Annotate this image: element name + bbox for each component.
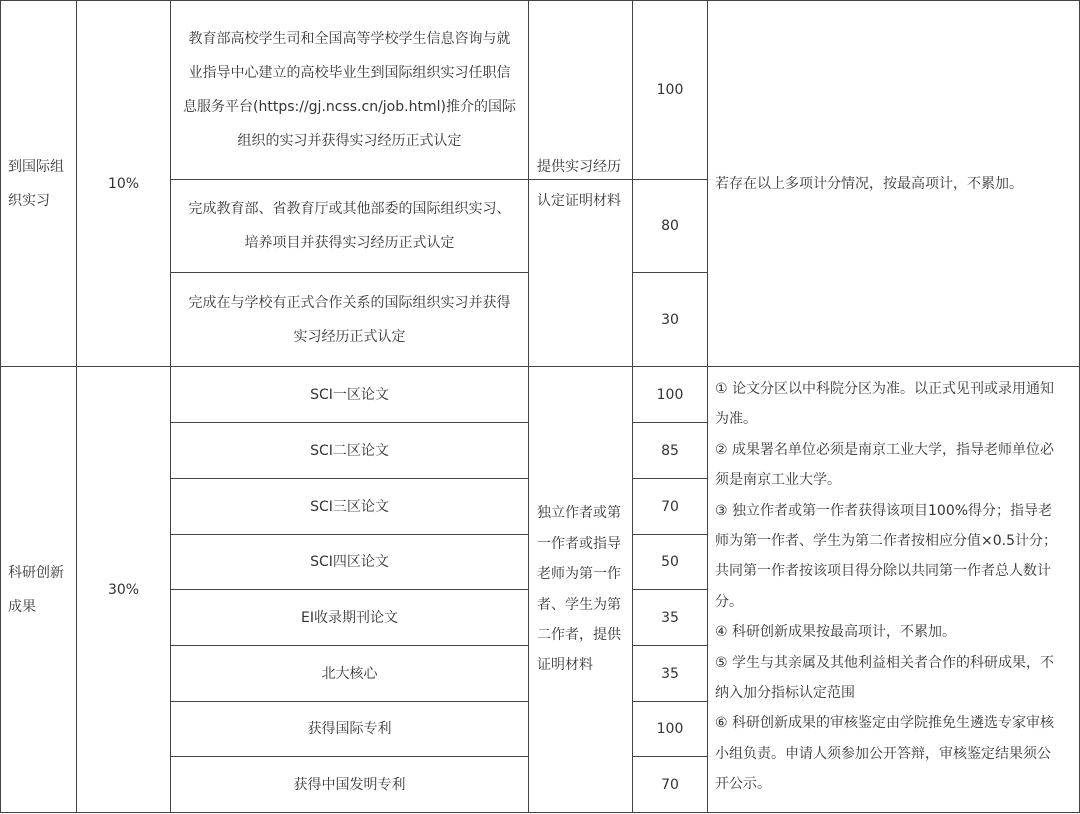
note-line: ② 成果署名单位必须是南京工业大学，指导老师单位必 bbox=[715, 441, 1054, 458]
note-list bbox=[715, 374, 1075, 800]
item-name: EI收录期刊论文 bbox=[301, 609, 398, 626]
weight-cell bbox=[77, 1, 170, 366]
note-line: 师为第一作者、学生为第二作者按相应分值×0.5计分； bbox=[715, 533, 1057, 550]
note-line: 分。 bbox=[715, 593, 743, 610]
item-name: 完成在与学校有正式合作关系的国际组织实习并获得 实习经历正式认定 bbox=[188, 294, 511, 345]
item-cell bbox=[171, 646, 528, 701]
note-line: 小组负责。申请人须参加公开答辩，审核鉴定结果须公 bbox=[715, 745, 1051, 762]
item-cell bbox=[171, 479, 528, 534]
requirement-text: 独立作者或第 一作者或指导 老师为第一作 者、学生为第 二作者，提供 证明材料 bbox=[537, 505, 621, 674]
note-line: 纳入加分指标认定范围 bbox=[715, 685, 855, 702]
note-text: 若存在以上多项计分情况，按最高项计，不累加。 bbox=[715, 175, 1023, 192]
requirement-cell bbox=[537, 367, 632, 812]
item-name: SCI三区论文 bbox=[310, 498, 389, 515]
note-line: 为准。 bbox=[715, 411, 757, 428]
requirement-text: 提供实习经历 认定证明材料 bbox=[537, 158, 621, 209]
item-name: 教育部高校学生司和全国高等学校学生信息咨询与就 业指导中心建立的高校毕业生到国际组织实习任职信 息服务平台(https://gj.ncss.cn/job.html)推介的国际 组织的实习并获得实习经历正式认定 bbox=[183, 31, 516, 149]
column-divider bbox=[707, 0, 708, 813]
score-cell bbox=[633, 180, 707, 272]
note-cell bbox=[715, 1, 1077, 366]
item-name: 获得国际专利 bbox=[307, 721, 392, 737]
score-cell bbox=[633, 702, 707, 756]
item-cell bbox=[171, 367, 528, 422]
item-cell bbox=[171, 180, 528, 272]
score-value: 100 bbox=[656, 82, 684, 98]
note-line: ③ 独立作者或第一作者获得该项目100%得分；指导老 bbox=[715, 502, 1053, 519]
score-value: 80 bbox=[661, 218, 679, 234]
note-line: ⑥ 科研创新成果的审核鉴定由学院推免生遴选专家审核 bbox=[715, 715, 1054, 732]
note-line: 共同第一作者按该项目得分除以共同第一作者总人数计 bbox=[715, 563, 1051, 580]
item-name: SCI一区论文 bbox=[310, 386, 389, 403]
note-line: ① 论文分区以中科院分区为准。以正式见刊或录用通知 bbox=[715, 381, 1054, 397]
table-bottom-border bbox=[0, 812, 1080, 813]
category-label: 科研创新 成果 bbox=[8, 564, 64, 615]
category-cell bbox=[8, 1, 76, 366]
item-name: 完成教育部、省教育厅或其他部委的国际组织实习、 培养项目并获得实习经历正式认定 bbox=[188, 201, 511, 251]
weight-value: 30% bbox=[107, 581, 140, 598]
score-value: 100 bbox=[656, 721, 684, 737]
item-name: 北大核心 bbox=[321, 665, 378, 682]
score-value: 85 bbox=[661, 442, 679, 459]
score-value: 70 bbox=[661, 498, 679, 515]
score-cell bbox=[633, 1, 707, 179]
weight-cell bbox=[77, 367, 170, 812]
note-line: ⑤ 学生与其亲属及其他利益相关者合作的科研成果，不 bbox=[715, 654, 1054, 671]
note-line: 须是南京工业大学。 bbox=[715, 472, 841, 489]
score-cell bbox=[633, 273, 707, 366]
score-cell bbox=[633, 367, 707, 422]
item-name: 获得中国发明专利 bbox=[293, 776, 406, 793]
score-cell bbox=[633, 479, 707, 534]
score-value: 70 bbox=[661, 776, 679, 793]
score-cell bbox=[633, 423, 707, 478]
score-cell bbox=[633, 757, 707, 812]
item-cell bbox=[171, 1, 528, 179]
score-value: 30 bbox=[661, 311, 679, 328]
category-label: 到国际组 织实习 bbox=[8, 158, 64, 209]
item-cell bbox=[171, 273, 528, 366]
note-line: 开公示。 bbox=[715, 776, 771, 793]
note-line: ④ 科研创新成果按最高项计，不累加。 bbox=[715, 624, 956, 641]
score-value: 35 bbox=[661, 665, 679, 682]
item-cell bbox=[171, 757, 528, 812]
score-cell bbox=[633, 535, 707, 589]
item-cell bbox=[171, 702, 528, 756]
column-divider bbox=[528, 0, 529, 813]
item-cell bbox=[171, 535, 528, 589]
table-left-border bbox=[0, 0, 1, 813]
score-value: 100 bbox=[656, 386, 684, 403]
item-cell bbox=[171, 423, 528, 478]
item-cell bbox=[171, 590, 528, 645]
score-value: 50 bbox=[661, 554, 679, 570]
category-cell bbox=[8, 367, 76, 812]
weight-value: 10% bbox=[107, 175, 140, 192]
score-value: 35 bbox=[661, 609, 679, 626]
item-name: SCI四区论文 bbox=[310, 554, 389, 570]
item-name: SCI二区论文 bbox=[310, 442, 389, 459]
score-cell bbox=[633, 590, 707, 645]
requirement-cell bbox=[537, 1, 632, 366]
score-cell bbox=[633, 646, 707, 701]
